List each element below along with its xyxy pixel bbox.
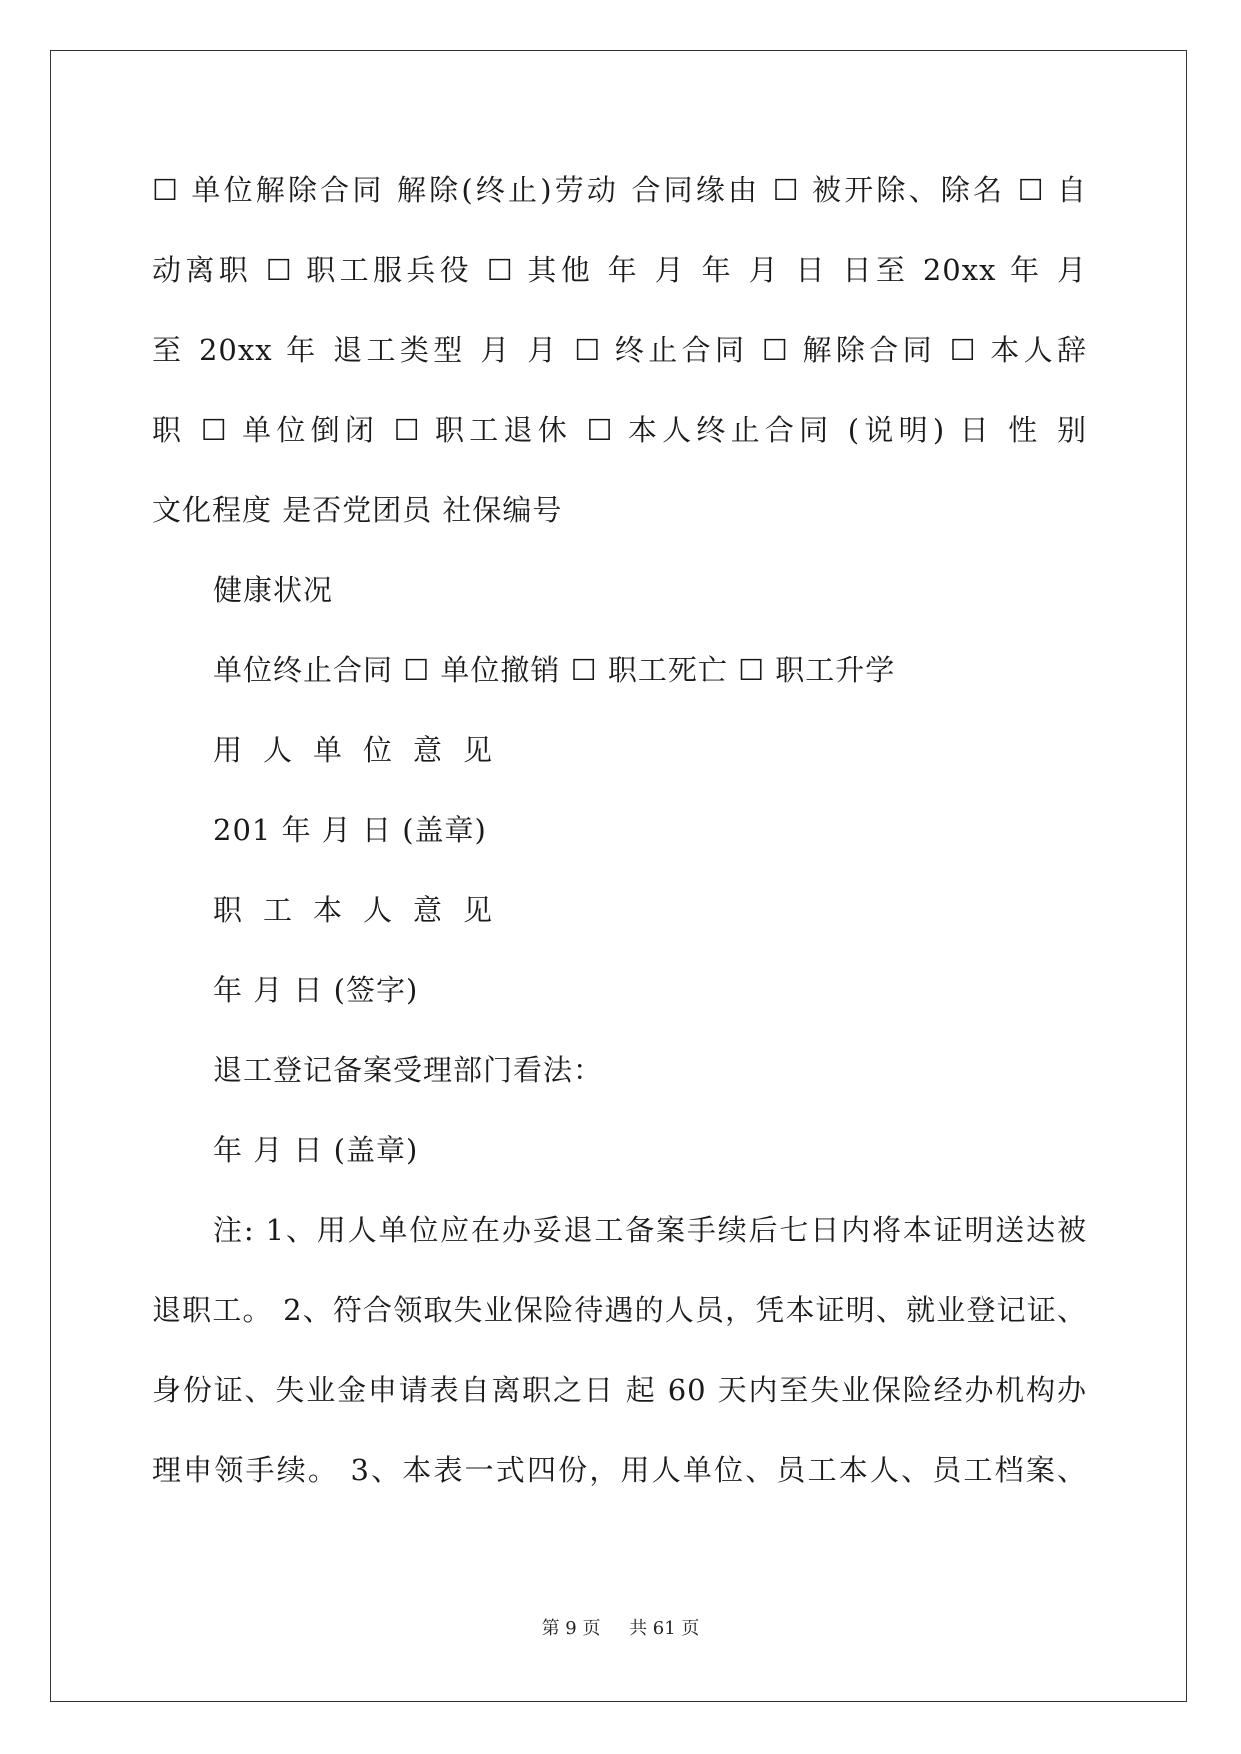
page-total: 共 61 页 [629,1618,700,1639]
text-line: 退工登记备案受理部门看法： [213,1053,604,1087]
text-line: 职 ☐ 单位倒闭 ☐ 职工退休 ☐ 本人终止合同 (说明) 日 性 别 [152,413,1087,447]
text-line: 年 月 日 (盖章) [213,1133,419,1167]
page-number: 第 9 页 [541,1618,601,1639]
note-line: 身份证、失业金申请表自离职之日 起 60 天内至失业保险经办机构办 [152,1373,1087,1407]
text-line: 年 月 日 (签字) [213,973,419,1007]
text-line: 文化程度 是否党团员 社保编号 [152,493,563,527]
employee-opinion-label: 职工本人意见 [213,893,514,927]
employer-opinion-label: 用人单位意见 [213,733,514,767]
text-line: 动离职 ☐ 职工服兵役 ☐ 其他 年 月 年 月 日 日至 20xx 年 月 [152,253,1087,287]
note-line: 退职工。 2、符合领取失业保险待遇的人员，凭本证明、就业登记证、 [152,1293,1087,1327]
page-footer [0,1617,1241,1641]
text-line: 201 年 月 日 (盖章) [213,813,487,847]
text-line: ☐ 单位解除合同 解除(终止)劳动 合同缘由 ☐ 被开除、除名 ☐ 自 [152,173,1087,207]
text-line: 健康状况 [213,573,334,607]
text-line: 至 20xx 年 退工类型 月 月 ☐ 终止合同 ☐ 解除合同 ☐ 本人辞 [152,333,1087,367]
text-line: 单位终止合同 ☐ 单位撤销 ☐ 职工死亡 ☐ 职工升学 [213,653,896,687]
note-line: 理申领手续。 3、本表一式四份，用人单位、员工本人、员工档案、 [152,1453,1087,1487]
note-line: 注: 1、用人单位应在办妥退工备案手续后七日内将本证明送达被 [213,1213,1087,1247]
